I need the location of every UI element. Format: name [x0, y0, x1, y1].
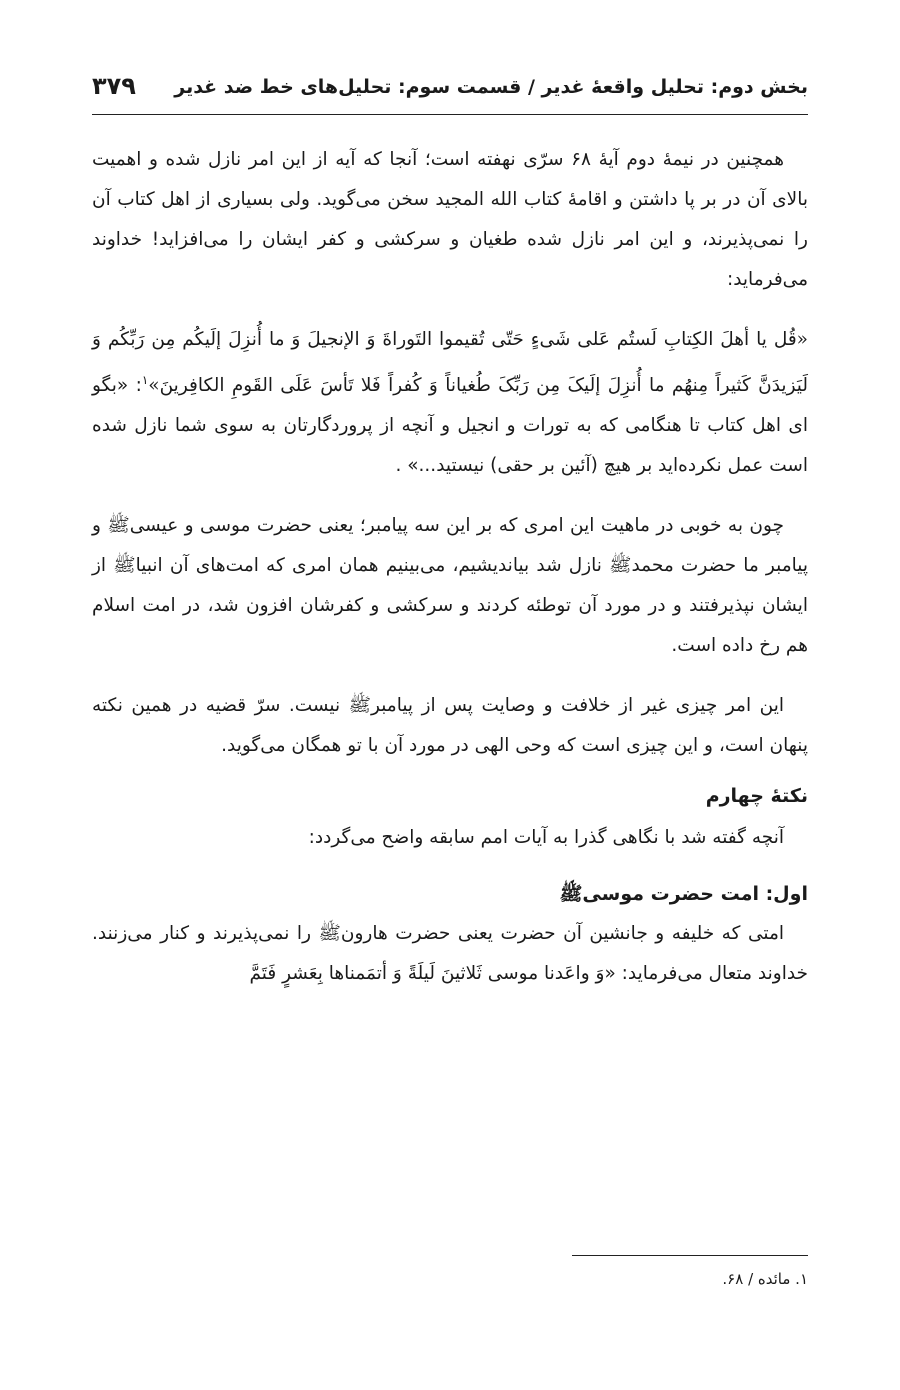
running-header	[92, 70, 808, 115]
footnote: ۱. مائده / ۶۸.	[722, 1270, 808, 1288]
paragraph-4: این امر چیزی غیر از خلافت و وصایت پس از پیامبرﷺ نیست. سرّ قضیه در همین نکته پنهان است، و این چیزی است که وحی الهی در مورد آن با تو همگان می‌گوید.	[92, 695, 808, 757]
subsection-heading-moses: اول: امت حضرت موسیﷺ	[559, 883, 808, 906]
paragraph-5: آنچه گفته شد با نگاهی گذرا به آیات امم سابقه واضح می‌گردد:	[308, 827, 784, 849]
main-text	[92, 140, 808, 994]
verse-translation: : «بگو ای اهل کتاب تا هنگامی که به تورات و انجیل و آنچه از پروردگارتان به سوی شما نازل شده است عمل نکرده‌اید بر هیچ (آئین بر حقی) نیستید...» .	[92, 375, 808, 477]
paragraph-6: امتی که خلیفه و جانشین آن حضرت یعنی حضرت هارونﷺ را نمی‌پذیرند و کنار می‌زنند. خداوند متعال می‌فرماید: «وَ واعَدنا موسی ثَلاثینَ لَیلَةً وَ أتمَمناها بِعَشرٍ فَتَمَّ	[92, 923, 808, 985]
quran-verse: «قُل یا أهلَ الکِتابِ لَستُم عَلی شَیءٍ حَتّی تُقیموا التَوراةَ وَ الإنجیلَ وَ ما أُنزِلَ إلَیکُم مِن رَبِّکُم وَ لَیَزیدَنَّ کَثیراً مِنهُم ما أُنزِلَ إلَیکَ مِن رَبِّکَ طُغیاناً وَ کُفراً فَلا تَأسَ عَلَی القَومِ الکافِرینَ»	[92, 329, 808, 397]
quran-quote-paragraph	[92, 320, 808, 486]
footnote-reference: ۱	[141, 373, 149, 387]
chapter-title: بخش دوم: تحلیل واقعۀ غدیر / قسمت سوم: تحلیل‌های خط ضد غدیر	[174, 76, 808, 98]
paragraph-1: همچنین در نیمۀ دوم آیۀ ۶۸ سرّی نهفته است؛ آنجا که آیه از این امر نازل شده و اهمیت بالای آن در بر پا داشتن و اقامۀ کتاب الله المجید سخن می‌گوید. ولی بسیاری از اهل کتاب آن را نمی‌پذیرند، و این امر نازل شده طغیان و سرکشی و کفر ایشان را می‌افزاید! خداوند می‌فرماید:	[92, 149, 808, 290]
section-heading-4: نکتۀ چهارم	[705, 785, 808, 808]
page-number: ۳۷۹	[92, 72, 136, 100]
paragraph-3: چون به خوبی در ماهیت این امری که بر این سه پیامبر؛ یعنی حضرت موسی و عیسی‌ﷺ و پیامبر ما حضرت محمدﷺ نازل شد بیاندیشیم، می‌بینیم همان امری که امت‌های آن انبیاﷺ از ایشان نپذیرفتند و در مورد آن توطئه کردند و سرکشی و کفرشان افزون شد، در امت اسلام هم رخ داده است.	[92, 515, 808, 657]
footnote-separator	[572, 1255, 808, 1256]
